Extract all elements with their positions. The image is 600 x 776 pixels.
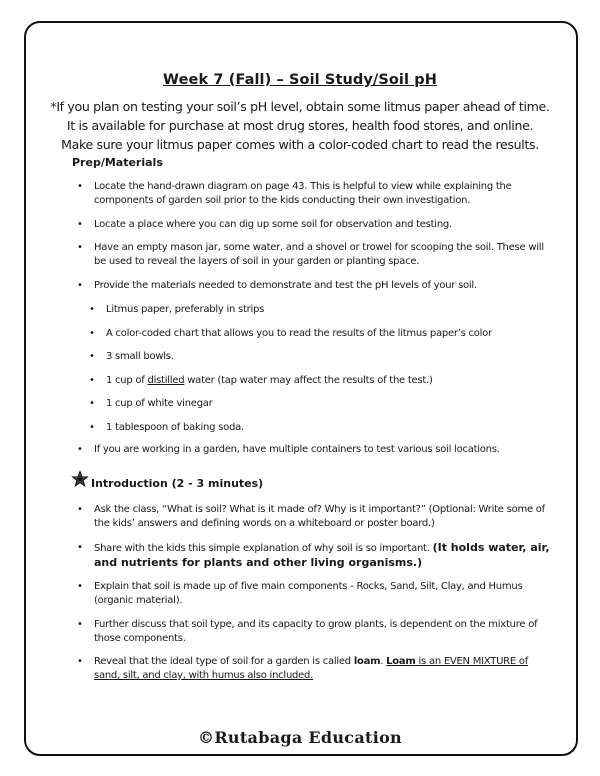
materials-sublist <box>84 303 564 444</box>
list-item: • Share with the kids this simple explanation of why soil is so important. (It holds water, air, and nutrients for plants and other living organisms.) <box>77 540 550 569</box>
bullet: • <box>77 181 83 192</box>
star-icon <box>71 470 89 488</box>
list-item: • 3 small bowls. <box>89 351 174 362</box>
bullet: • <box>77 618 83 630</box>
bullet: • <box>89 351 95 362</box>
bullet: • <box>89 327 95 339</box>
list-item: • Have an empty mason jar, some water, and a shovel or trowel for scooping the soil. These will be used to reveal the layers of soil in your garden or planting space. <box>77 242 544 267</box>
bullet: • <box>89 374 95 386</box>
list-item: • A color-coded chart that allows you to read the results of the litmus paper’s color <box>89 327 492 339</box>
prep-list <box>72 180 552 302</box>
bullet: • <box>89 421 95 433</box>
bullet: • <box>89 398 95 409</box>
bullet: • <box>77 279 83 291</box>
bullet: • <box>77 581 83 592</box>
litmus-note <box>0 97 600 154</box>
note-line: It is available for purchase at most drug stores, health food stores, and online. <box>66 118 534 133</box>
list-item: • Locate the hand-drawn diagram on page 43. This is helpful to view while explaining the components of garden soil prior to the kids conducting their own investigation. <box>77 181 512 206</box>
soil-importance-emphasis: (It holds water, air, and nutrients for plants and other living organisms.) <box>94 540 550 569</box>
introduction-heading: Introduction (2 - 3 minutes) <box>91 477 264 490</box>
note-line: Make sure your litmus paper comes with a color-coded chart to read the results. <box>61 137 539 152</box>
loam-definition-term: Loam <box>386 656 416 667</box>
bullet: • <box>77 444 83 455</box>
list-item: • If you are working in a garden, have multiple containers to test various soil locations. <box>77 444 500 455</box>
loam-term: loam <box>353 656 381 667</box>
list-item: • Further discuss that soil type, and its capacity to grow plants, is dependent on the mixture of those components. <box>77 618 538 644</box>
page-title: Week 7 (Fall) – Soil Study/Soil pH <box>163 72 437 88</box>
list-item: • Provide the materials needed to demonstrate and test the pH levels of your soil. <box>77 279 477 291</box>
introduction-list <box>72 503 552 693</box>
list-item: • Locate a place where you can dig up some soil for observation and testing. <box>77 218 452 230</box>
bullet: • <box>77 656 83 667</box>
bullet: • <box>77 504 83 515</box>
bullet: • <box>77 242 83 253</box>
copyright-footer: ©Rutabaga Education <box>198 728 402 747</box>
list-item: • 1 tablespoon of baking soda. <box>89 421 244 433</box>
bullet: • <box>89 304 95 315</box>
list-item: • 1 cup of distilled water (tap water may affect the results of the test.) <box>89 374 433 386</box>
list-item: • 1 cup of white vinegar <box>89 398 213 409</box>
bullet: • <box>77 541 83 553</box>
note-line: *If you plan on testing your soil’s pH level, obtain some litmus paper ahead of time. <box>50 99 550 114</box>
distilled-emphasis: distilled <box>147 374 185 386</box>
list-item: • Reveal that the ideal type of soil for a garden is called loam. Loam is an EVEN MIXTURE of sand, silt, and clay, with humus also included. <box>77 656 528 681</box>
prep-final-list <box>72 443 552 467</box>
prep-heading: Prep/Materials <box>72 156 163 169</box>
list-item: • Litmus paper, preferably in strips <box>89 304 265 315</box>
bullet: • <box>77 218 83 230</box>
list-item: • Ask the class, “What is soil? What is it made of? Why is it important?” (Optional: Write some of the kids’ answers and defining words on a whiteboard or poster board.) <box>77 504 545 529</box>
loam-definition: is an EVEN MIXTURE of sand, silt, and clay, with humus also included. <box>94 656 528 681</box>
list-item: • Explain that soil is made up of five main components - Rocks, Sand, Silt, Clay, and Humus (organic material). <box>77 581 523 606</box>
